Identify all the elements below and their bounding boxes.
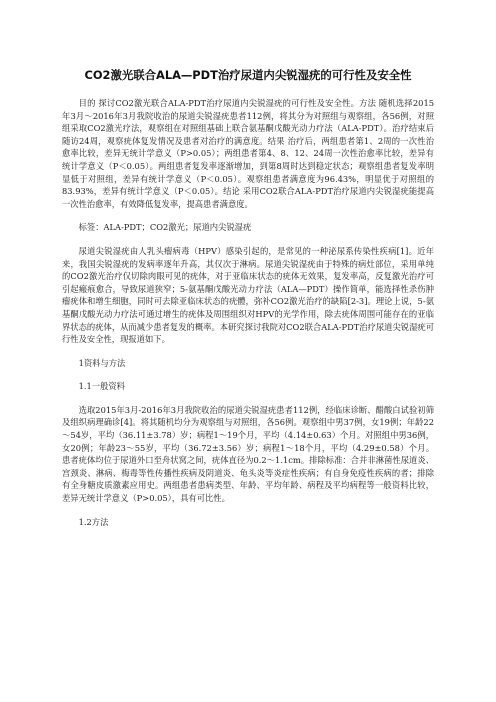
section-heading-materials-methods: 1资料与方法 [78, 357, 126, 368]
abstract-paragraph: 目的 探讨CO2激光联合ALA-PDT治疗尿道内尖锐湿疣的可行性及安全性。方法 随机选择2015年3月～2016年3月我院收治的尿道尖锐湿疣患者112例，将其分为对照组与观察组，各56例，对照组采取CO2激光疗法，观察组在对照组基础上联合氨基酮戊酸光动力疗法（ALA-PDT）。治疗结束后随访24周，观察疣体复发情况及患者对治疗的满意度。结果 治疗后，两组患者第1、2周的一次性治愈率比较，差异无统计学意义（P>0.05）；两组患者第4、8、12、24周一次性治愈率比较，差异有统计学意义（P＜0.05）。两组患者复发率逐渐增加，到第8周时达到稳定状态；观察组患者复发率明显低于对照组，差异有统计学意义（P＜0.05）。观察组患者满意度为96.43%，明显优于对照组的83.93%，差异有统计学意义（P＜0.05）。结论 采用CO2联合ALA-PDT治疗尿道内尖锐湿疣能提高一次性治愈率，有效降低复发率，提高患者满意度。 [62, 98, 434, 209]
subsection-heading-methods: 1.2方法 [78, 516, 109, 527]
keywords-line: 标签：ALA-PDT；CO2激光；尿道内尖锐湿疣 [78, 222, 252, 233]
subsection-heading-general-data: 1.1一般资料 [78, 381, 125, 392]
document-title: CO2激光联合ALA—PDT治疗尿道内尖锐湿疣的可行性及安全性 [84, 68, 412, 82]
intro-paragraph: 尿道尖锐湿疣由人乳头瘤病毒（HPV）感染引起的，是常见的一种泌尿系传染性疾病[1]。近年来，我国尖锐湿疣的发病率逐年升高，其仅次于淋病。尿道尖锐湿疣由于特殊的病灶部位，采用单纯的CO2激光治疗仅切除肉眼可见的疣体，对于亚临床状态的疣体无效果，复发率高，反复激光治疗可引起瘢痕愈合，导致尿道狭窄；5-氨基酮戊酸光动力疗法（ALA—PDT）操作简单，能选择性杀伤肿瘤疣体和增生细胞，同时可去除亚临床状态的疣體，弥补CO2激光治疗的缺陷[2-3]。理论上说，5-氨基酮戊酸光动力疗法可通过增生的疣体及周围组织对HPV的光学作用，除去疣体周围可能存在的亚临界状态的疣体，从而减少患者复发的概率。本研究探讨我院对CO2联合ALA-PDT治疗尿道尖锐湿疣可行性及安全性，现报道如下。 [62, 245, 434, 345]
general-data-paragraph: 选取2015年3月-2016年3月我院收治的尿道尖锐湿疣患者112例，经临床诊断、醋酸白试验初筛及组织病理确诊[4]。将其随机均分为观察组与对照组，各56例。观察组中男37例，女19例；年龄22～54岁，平均（36.11±3.78）岁；病程1～19个月，平均（4.14±0.63）个月。对照组中男36例，女20例；年龄23～55岁，平均（36.72±3.56）岁；病程1～18个月，平均（4.29±0.58）个月。患者疣体均位于尿道外口至舟状窝之间，疣体直径为0.2～1.1cm。排除标准：合并非淋菌性尿道炎、宫颈炎、淋病、梅毒等性传播性疾病及阴道炎、龟头炎等炎症性疾病；有自身免疫性疾病的者；排除有全身糖皮质激素应用史。两组患者患病类型、年龄、平均年龄、病程及平均病程等一般资料比较，差异无统计学意义（P>0.05），具有可比性。 [62, 404, 434, 504]
